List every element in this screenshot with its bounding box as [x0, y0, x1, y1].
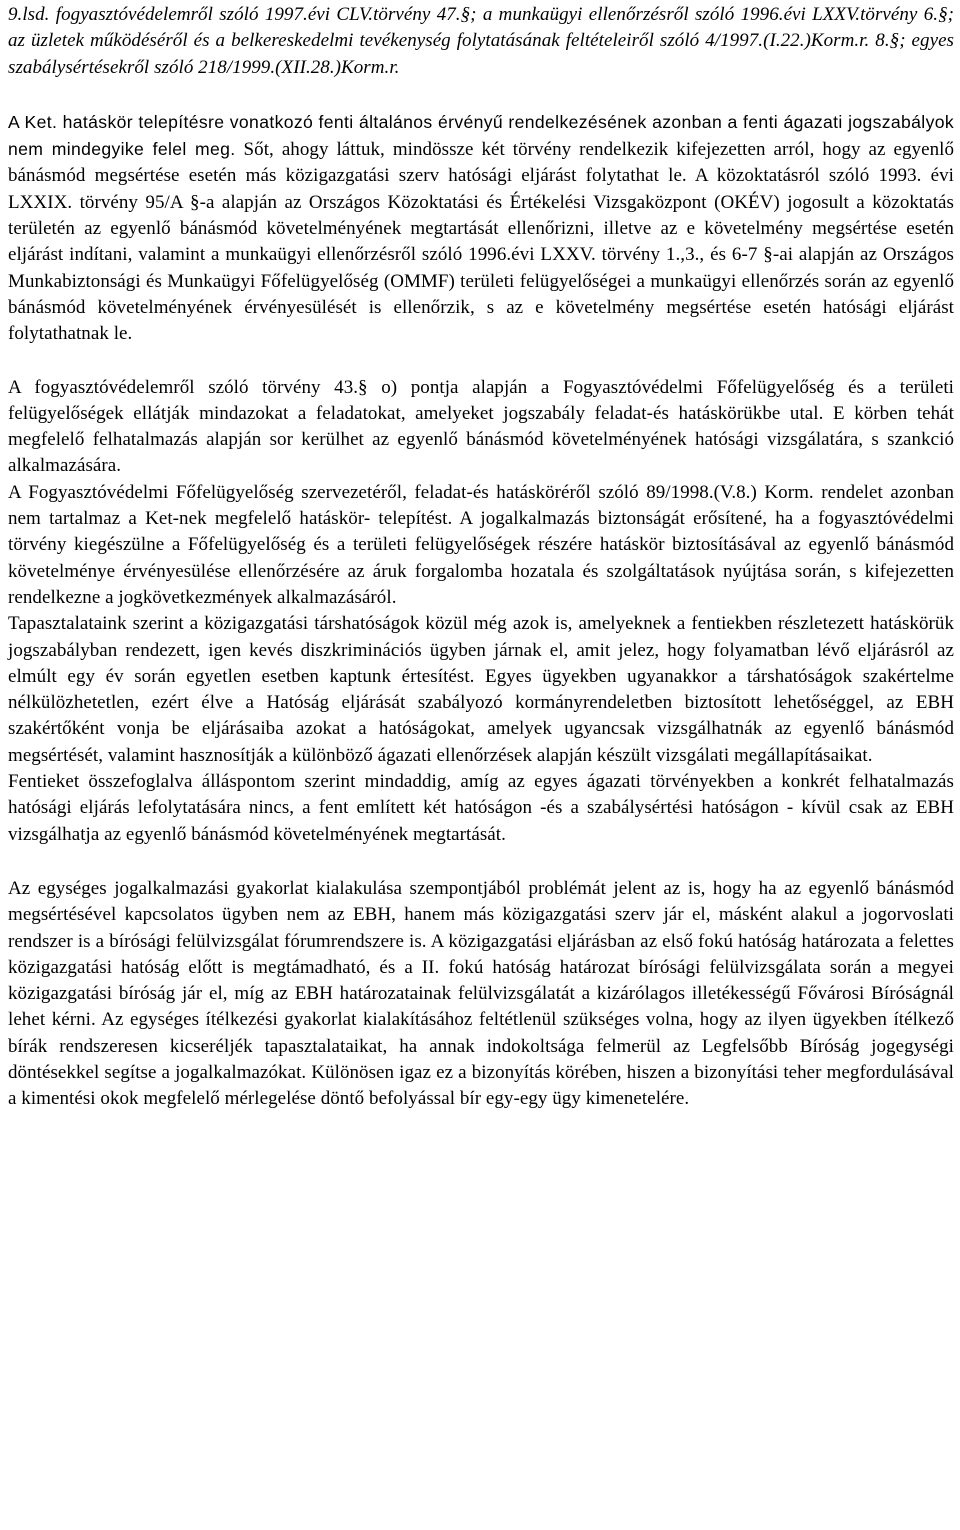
paragraph-summary: Fentieket összefoglalva álláspontom szerint mindaddig, amíg az egyes ágazati törvényekben a konkrét felhatalmazás hatósági eljárás lefolytatására nincs, a fent említett két hatóságon -és a szabálysértési hatóságon - kívül csak az EBH vizsgálhatja az egyenlő bánásmód követelményének megtartását. — [8, 771, 954, 845]
paragraph-government-decree: A Fogyasztóvédelmi Főfelügyelőség szervezetéről, feladat-és hatásköréről szóló 89/1998.(V.8.) Korm. rendelet azonban nem tartalmaz a Ket-nek megfelelő hatáskör- telepítést. A jogalkalmazás biztonságát erősítené, ha a fogyasztóvédelmi törvény kiegészülne a Főfelügyelőség és a területi felügyelőségek részére hatáskör biztosításával az egyenlő bánásmód követelménye érvényesülése ellenőrzésére az áruk forgalomba hozatala és szolgáltatások nyújtása során, s kifejezetten rendelkezne a jogkövetkezmények alkalmazásáról. — [8, 481, 954, 608]
document-page — [8, 2, 954, 1113]
ket-detail-text: Sőt, ahogy láttuk, mindössze két törvény rendelkezik kifejezetten arról, hogy az egyenlő bánásmód megsértése esetén más közigazgatási szerv hatósági eljárást folytathat le. A közoktatásról szóló 1993. évi LXXIX. törvény 95/A §-a alapján az Országos Közoktatási és Értékelési Vizsgaközpont (OKÉV) jogosult a közoktatás területén az egyenlő bánásmód követelményének megtartását ellenőrizni, illetve az e követelmény megsértése esetén eljárást indítani, valamint a munkaügyi ellenőrzésről szóló 1996.évi LXXV. törvény 1.,3., és 6-7 §-ai alapján az Országos Munkabiztonsági és Munkaügyi Főfelügyelőség (OMMF) területi felügyelőségei a munkaügyi ellenőrzés során az egyenlő bánásmód követelményének érvényesülését is ellenőrzik, s az e követelmény megsértése esetén hatósági eljárást folytathatnak le. — [8, 139, 954, 345]
paragraph-experience: Tapasztalataink szerint a közigazgatási társhatóságok közül még azok is, amelyeknek a fentiekben részletezett hatáskörük jogszabályban rendezett, igen kevés diszkriminációs ügyben járnak el, amit jelez, hogy folyamatban lévő eljárásról az elmúlt egy év során egyetlen esetben kaptunk értesítést. Egyes ügyekben ugyanakkor a társhatóságok szakértelme nélkülözhetetlen, ezért élve a Hatóság eljárását szabályozó kormányrendeletben biztosított lehetőséggel, az EBH szakértőként vonja be eljárásaiba azokat a hatóságokat, amelyek ugyancsak vizsgálhatnák az egyenlő bánásmód megsértését, valamint hasznosítják a különböző ágazati ellenőrzések alapján készült vizsgálati megállapításaikat. — [8, 613, 954, 766]
paragraph-uniform-practice: Az egységes jogalkalmazási gyakorlat kialakulása szempontjából problémát jelent az is, hogy ha az egyenlő bánásmód megsértésével kapcsolatos ügyben nem az EBH, hanem más közigazgatási szerv jár el, másként alakul a jogorvoslati rendszer is a bírósági felülvizsgálat fórumrendszere is. A közigazgatási eljárásban az első fokú hatóság határozata a felettes közigazgatási hatóság előtt is megtámadható, és a II. fokú hatóság határozat bírósági felülvizsgálata során a megyei közigazgatási bíróság jár el, míg az EBH határozatainak felülvizsgálatát a kizárólagos illetékességű Fővárosi Bíróságnál lehet kérni. Az egységes ítélkezési gyakorlat kialakításához feltétlenül szükséges volna, hogy az ilyen ügyekben ítélkező bírák rendszeresen kicseréljék tapasztalataikat, ha annak indokoltsága felmerül az Legfelsőbb Bíróság jogegységi döntésekkel segítse a jogalkalmazókat. Különösen igaz ez a bizonyítás körében, hiszen a bizonyítási teher megfordulásával a kimentési okok megfelelő mérlegelése döntő befolyással bír egy-egy ügy kimenetelére. — [8, 877, 954, 1110]
ket-intro-text: A Ket. hatáskör telepítésre vonatkozó fenti általános érvényű rendelkezésének azonban a fenti ágazati jogszabályok nem mindegyike felel meg. — [8, 111, 954, 160]
paragraph-ket-jurisdiction — [8, 109, 954, 348]
legal-references-heading: 9.lsd. fogyasztóvédelemről szóló 1997.évi CLV.törvény 47.§; a munkaügyi ellenőrzésről szóló 1996.évi LXXV.törvény 6.§; az üzletek működéséről és a belkereskedelmi tevékenység folytatásának feltételeiről szóló 4/1997.(I.22.)Korm.r. 8.§; egyes szabálysértésekről szóló 218/1999.(XII.28.)Korm.r. — [8, 4, 954, 78]
paragraph-gap — [8, 81, 954, 109]
paragraph-consumer-protection: A fogyasztóvédelemről szóló törvény 43.§ o) pontja alapján a Fogyasztóvédelmi Főfelügyelőség és a területi felügyelőségek ellátják mindazokat a feladatokat, amelyeket jogszabály feladat-és hatáskörükbe utal. E körben tehát megfelelő felhatalmazás alapján sor kerülhet az egyenlő bánásmód követelményének hatósági vizsgálatára, s szankció alkalmazására. — [8, 376, 954, 477]
paragraph-gap — [8, 848, 954, 876]
paragraph-gap — [8, 348, 954, 375]
